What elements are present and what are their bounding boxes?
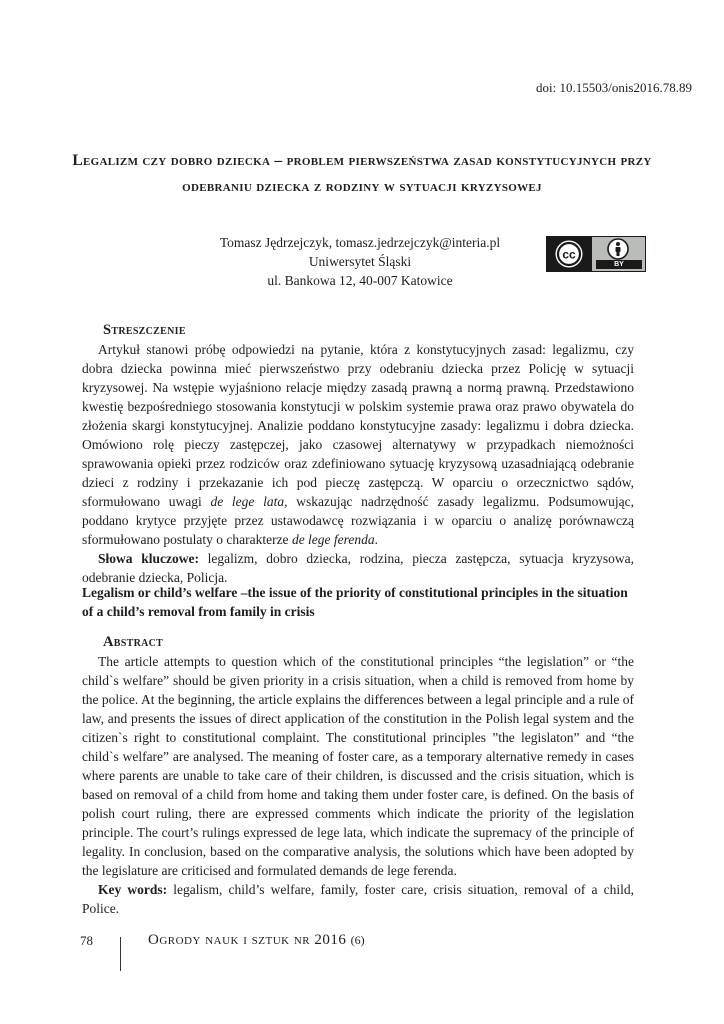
attribution-icon — [607, 238, 629, 260]
pl-abstract-text-1: Artykuł stanowi próbę odpowiedzi na pytanie, która z konstytucyjnych zasad: legalizmu, czy dobra dziecka powinna mieć pierwszeństwo przy odebraniu dziecka przez Policję w sytuacji kryzysowej. Na wstępie wyjaśniono relacje między zasadą prawną a normą prawną. Przedstawiono kwestię bezpośredniego stosowania konstytucji w polskim systemie prawa oraz prawo obywatela do złożenia skargi konstytucyjnej. Analizie poddano konstytucyjne zasady: legalizmu i dobra dziecka. Omówiono rolę pieczy zastępczej, jako czasowej alternatywy w przypadkach niemożności sprawowania opieki przez rodziców oraz zdefiniowano sytuację kryzysową uzasadniającą odebranie dzieci z rodziny i przekazanie ich pod pieczę zastępczą. W oparciu o orzecznictwo sądów, sformułowano uwagi — [82, 342, 634, 509]
pl-keywords-label: Słowa kluczowe: — [98, 551, 199, 566]
streszczenie-heading: Streszczenie — [103, 322, 186, 338]
pl-keywords-list: legalizm, dobro dziecka, rodzina, piecza zastępcza, sytuacja kryzysowa, odebranie dziecka, Policja. — [82, 551, 635, 585]
journal-title: Ogrody nauk i sztuk nr 2016 — [148, 932, 347, 948]
svg-text:cc: cc — [562, 247, 576, 262]
english-abstract: The article attempts to question which of the constitutional principles “the legislation” or “the child`s welfare” should be given priority in a crisis situation, when a child is removed from home by the police. At the beginning, the article explains the differences between a legal principle and a rule of law, and presents the issues of direct application of the constitution in the Polish legal system and the citizen`s right to constitutional complaint. The constitutional principles ”the legislaton” and “the child`s welfare” are analysed. The meaning of foster care, as a temporary alternative remedy in cases where parents are unable to take care of their children, is discussed and the crisis situation, which is based on removal of a child from home and taking them under foster care, is defined. On the basis of polish court ruling, there are expressed comments which indicate the priority of the legislation principle. The court’s rulings expressed de lege lata, which indicate the supremacy of the principle of legality. In conclusion, based on the comparative analysis, the solutions which have been adopted by the legislature are criticised and formulated demands de lege ferenda. — [82, 654, 634, 878]
author-block — [200, 233, 520, 290]
author-name-email: Tomasz Jędrzejczyk, tomasz.jedrzejczyk@interia.pl — [219, 235, 501, 250]
journal-name — [148, 932, 365, 949]
page-number: 78 — [80, 933, 93, 948]
article-title: Legalizm czy dobro dziecka – problem pierwszeństwa zasad konstytucyjnych przy odebraniu dziecka z rodziny w sytuacji kryzysowej — [72, 152, 652, 195]
author-affiliation: Uniwersytet Śląski — [308, 254, 412, 269]
polish-abstract — [82, 340, 634, 549]
english-abstract-section — [82, 633, 634, 918]
polish-keywords — [82, 549, 634, 587]
cc-icon — [554, 239, 584, 269]
by-label: BY — [596, 260, 642, 269]
footer-divider — [120, 937, 121, 971]
polish-abstract-section — [82, 321, 634, 587]
journal-issue: (6) — [350, 933, 365, 947]
doi: doi: 10.15503/onis2016.78.89 — [535, 80, 692, 95]
pl-abstract-text-3: . — [374, 532, 379, 547]
pl-abstract-text-2: , wskazując nadrzędność zasady legalizmu. Podsumowując, poddano krytyce przyjęte przez ustawodawcę rozwiązania i w oparciu o analizę porównawczą sformułowano postulaty o charakterze — [82, 494, 635, 547]
abstract-heading: Abstract — [103, 634, 164, 650]
cc-by-license-badge — [546, 236, 646, 272]
english-title: Legalism or child’s welfare –the issue of the priority of constitutional principles in the situation of a child’s removal from family in crisis — [82, 585, 628, 619]
english-keywords — [82, 880, 634, 918]
en-keywords-label: Key words: — [98, 882, 168, 897]
pl-abstract-italic-1: de lege lata — [210, 494, 285, 509]
author-address: ul. Bankowa 12, 40-007 Katowice — [267, 273, 453, 288]
pl-abstract-italic-2: de lege ferenda — [291, 532, 375, 547]
en-keywords-list: legalism, child’s welfare, family, foster care, crisis situation, removal of a child, Police. — [82, 882, 635, 916]
